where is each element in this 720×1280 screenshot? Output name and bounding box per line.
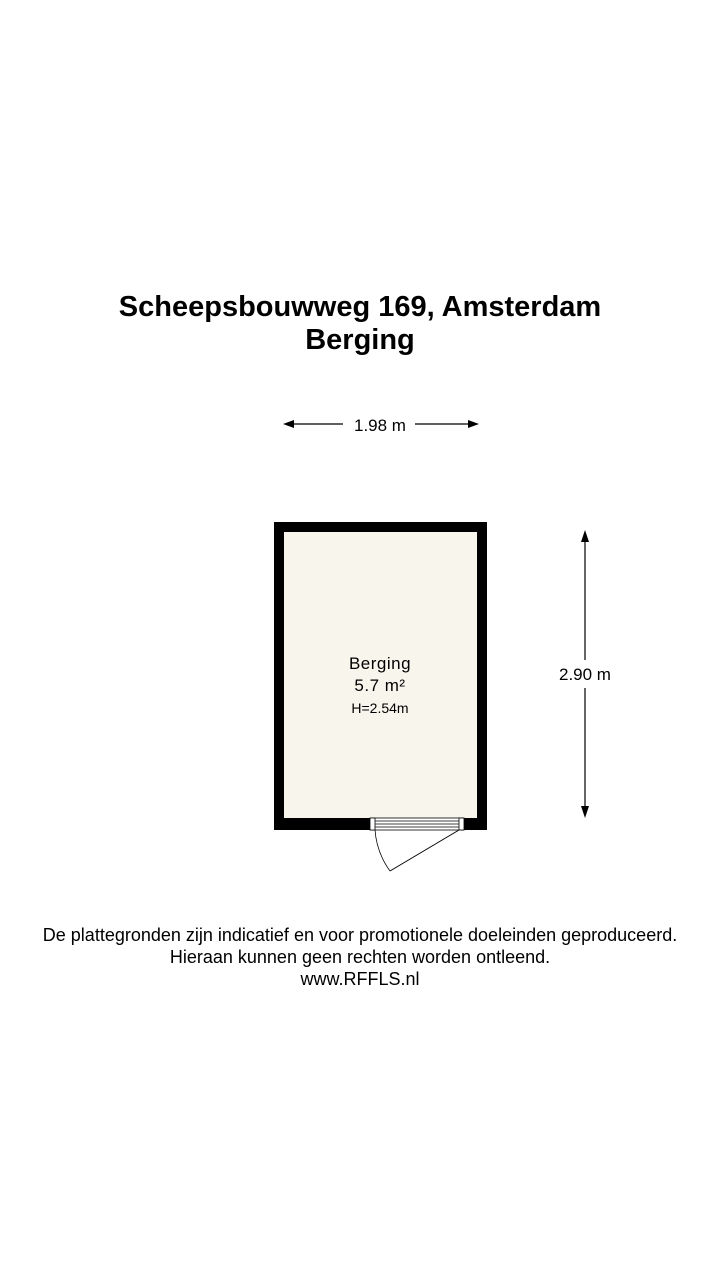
- width-label: 1.98 m: [354, 416, 406, 435]
- room-name: Berging: [348, 654, 412, 673]
- wall-left: [274, 522, 284, 830]
- wall-top: [274, 522, 487, 532]
- wall-bottom-left: [274, 818, 370, 830]
- door: [370, 818, 464, 871]
- room-floor: [283, 531, 478, 819]
- width-dimension: [283, 416, 479, 435]
- website-link: www.RFFLS.nl: [300, 969, 420, 989]
- wall-right: [477, 522, 487, 830]
- plan-title-floor: Berging: [305, 324, 415, 356]
- disclaimer-line-1: De plattegronden zijn indicatief en voor promotionele doeleinden geproduceerd.: [42, 925, 678, 945]
- arrow-up-icon: [581, 530, 589, 542]
- arrow-down-icon: [581, 806, 589, 818]
- wall-bottom-right: [464, 818, 487, 830]
- room-berging: [274, 522, 487, 871]
- arrow-left-icon: [283, 420, 294, 428]
- plan-title-address: Scheepsbouwweg 169, Amsterdam: [118, 291, 602, 323]
- height-label: 2.90 m: [559, 665, 611, 684]
- disclaimer-line-2: Hieraan kunnen geen rechten worden ontleend.: [169, 947, 551, 967]
- arrow-right-icon: [468, 420, 479, 428]
- height-dimension: [559, 530, 611, 818]
- room-area: 5.7 m²: [354, 676, 406, 695]
- room-height: H=2.54m: [351, 700, 409, 716]
